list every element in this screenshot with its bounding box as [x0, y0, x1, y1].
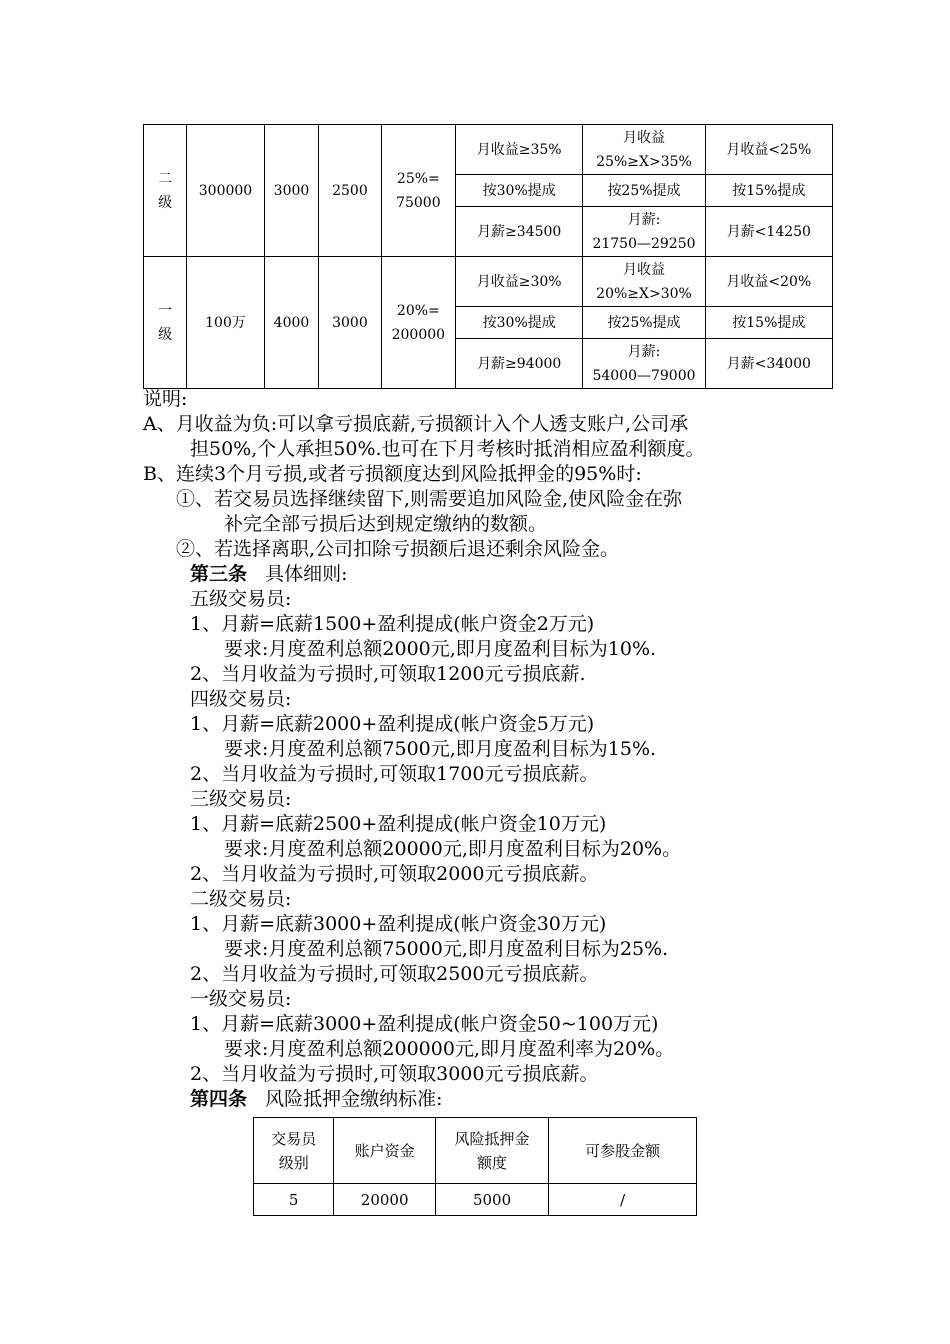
note-a-line: 担50%,个人承担50%.也可在下月考核时抵消相应盈利额度。	[190, 438, 705, 460]
deposit-table	[253, 1117, 697, 1216]
level-item: 2、当月收益为亏损时,可领取2500元亏损底薪。	[190, 963, 599, 985]
article4-heading	[190, 1087, 443, 1112]
commission-cell: 按15%提成	[705, 175, 832, 207]
tier-header-cell: 月收益<25%	[705, 125, 832, 175]
note-b1-line: ①、若交易员选择继续留下,则需要追加风险金,使风险金在弥	[176, 488, 683, 510]
table-cell: /	[549, 1184, 697, 1216]
commission-cell: 按30%提成	[456, 307, 583, 339]
level-item: 1、月薪=底薪3000+盈利提成(帐户资金30万元)	[190, 913, 607, 935]
table-row	[254, 1184, 697, 1216]
base-salary-cell: 4000	[264, 257, 319, 389]
loss-base-cell: 3000	[319, 257, 381, 389]
level-item: 2、当月收益为亏损时,可领取1200元亏损底薪.	[190, 663, 586, 685]
level-requirement: 要求:月度盈利总额75000元,即月度盈利目标为25%.	[224, 938, 669, 960]
article4-label: 第四条	[190, 1088, 248, 1110]
level-name: 一级交易员:	[190, 988, 292, 1010]
notes-heading: 说明:	[143, 388, 188, 410]
salary-cell: 月薪<34000	[705, 339, 832, 389]
article4-title: 风险抵押金缴纳标准:	[265, 1088, 443, 1110]
header-cell: 风险抵押金 额度	[435, 1118, 548, 1184]
level-item: 2、当月收益为亏损时,可领取2000元亏损底薪。	[190, 863, 599, 885]
header-cell: 交易员 级别	[254, 1118, 334, 1184]
commission-table	[143, 124, 833, 389]
level-cell: 一 级	[144, 257, 187, 389]
level-name: 四级交易员:	[190, 688, 292, 710]
tier-header-cell: 月收益 25%≥X>35%	[583, 125, 705, 175]
salary-cell: 月薪≥34500	[456, 207, 583, 257]
level-item: 1、月薪=底薪3000+盈利提成(帐户资金50~100万元)	[190, 1013, 659, 1035]
tier-header-cell: 月收益≥30%	[456, 257, 583, 307]
tier-header-cell: 月收益<20%	[705, 257, 832, 307]
note-b-line: B、连续3个月亏损,或者亏损额度达到风险抵押金的95%时:	[143, 463, 642, 485]
capital-cell: 100万	[187, 257, 264, 389]
table-cell: 5000	[435, 1184, 548, 1216]
table-header-row	[254, 1118, 697, 1184]
table-row	[144, 257, 833, 307]
level-requirement: 要求:月度盈利总额200000元,即月度盈利率为20%。	[224, 1038, 675, 1060]
note-a-line: A、月收益为负:可以拿亏损底薪,亏损额计入个人透支账户,公司承	[143, 413, 689, 435]
level-cell: 二 级	[144, 125, 187, 257]
tier-header-cell: 月收益≥35%	[456, 125, 583, 175]
level-name: 五级交易员:	[190, 588, 292, 610]
level-item: 1、月薪=底薪2500+盈利提成(帐户资金10万元)	[190, 813, 607, 835]
target-cell: 20%= 200000	[381, 257, 455, 389]
tier-header-cell: 月收益 20%≥X>30%	[583, 257, 705, 307]
salary-cell: 月薪≥94000	[456, 339, 583, 389]
article3-title: 具体细则:	[265, 563, 348, 585]
header-cell: 账户资金	[334, 1118, 436, 1184]
note-b2-line: ②、若选择离职,公司扣除亏损额后退还剩余风险金。	[176, 538, 620, 560]
salary-cell: 月薪: 21750—29250	[583, 207, 705, 257]
note-b1-line: 补完全部亏损后达到规定缴纳的数额。	[224, 513, 548, 535]
base-salary-cell: 3000	[264, 125, 319, 257]
article3-label: 第三条	[190, 563, 248, 585]
commission-cell: 按30%提成	[456, 175, 583, 207]
level-name: 二级交易员:	[190, 888, 292, 910]
loss-base-cell: 2500	[319, 125, 381, 257]
salary-cell: 月薪: 54000—79000	[583, 339, 705, 389]
level-requirement: 要求:月度盈利总额7500元,即月度盈利目标为15%.	[224, 738, 657, 760]
commission-cell: 按25%提成	[583, 307, 705, 339]
table-cell: 5	[254, 1184, 334, 1216]
table-row	[144, 125, 833, 175]
level-requirement: 要求:月度盈利总额2000元,即月度盈利目标为10%.	[224, 638, 657, 660]
article3-heading	[190, 562, 348, 587]
capital-cell: 300000	[187, 125, 264, 257]
level-item: 1、月薪=底薪2000+盈利提成(帐户资金5万元)	[190, 713, 595, 735]
level-name: 三级交易员:	[190, 788, 292, 810]
level-requirement: 要求:月度盈利总额20000元,即月度盈利目标为20%。	[224, 838, 682, 860]
table-cell: 20000	[334, 1184, 436, 1216]
level-item: 2、当月收益为亏损时,可领取1700元亏损底薪。	[190, 763, 599, 785]
level-item: 2、当月收益为亏损时,可领取3000元亏损底薪。	[190, 1063, 599, 1085]
header-cell: 可参股金额	[549, 1118, 697, 1184]
level-item: 1、月薪=底薪1500+盈利提成(帐户资金2万元)	[190, 613, 595, 635]
salary-cell: 月薪<14250	[705, 207, 832, 257]
commission-cell: 按15%提成	[705, 307, 832, 339]
target-cell: 25%= 75000	[381, 125, 455, 257]
commission-cell: 按25%提成	[583, 175, 705, 207]
